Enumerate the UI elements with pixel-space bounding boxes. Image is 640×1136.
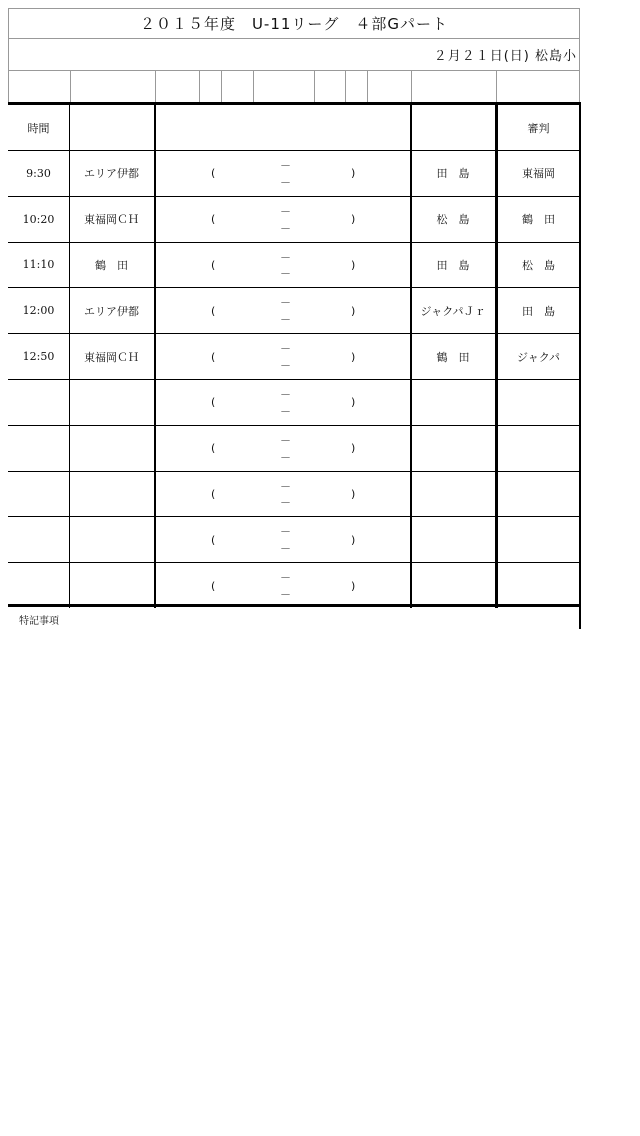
score-cell (155, 334, 412, 379)
match-time: 12:50 (8, 334, 70, 379)
score-cell (155, 426, 412, 471)
score-dash-second-half: － (280, 404, 291, 418)
match-time: 12:00 (8, 288, 70, 333)
table-row (8, 288, 579, 334)
match-referee (498, 563, 579, 608)
table-row (8, 426, 579, 472)
notes-row (8, 607, 581, 629)
score-dash-second-half: － (280, 267, 291, 281)
divider (411, 71, 412, 102)
match-team: エリア伊都 (69, 151, 156, 196)
date-venue: ２月２１日(日) 松島小 (8, 39, 580, 71)
divider (345, 71, 346, 102)
score-dash-first-half: － (280, 479, 291, 493)
score-open-paren: ( (211, 487, 216, 501)
match-time: 10:20 (8, 197, 70, 242)
match-team (69, 426, 156, 471)
score-dash-first-half: － (280, 388, 291, 401)
score-close-paren: ) (351, 533, 356, 547)
table-row (8, 197, 579, 243)
match-venue (411, 563, 498, 608)
time-header: 時間 (8, 105, 70, 150)
match-referee (498, 426, 579, 471)
score-open-paren: ( (211, 441, 216, 455)
score-close-paren: ) (351, 487, 356, 501)
table-row (8, 151, 579, 197)
match-time: 9:30 (8, 151, 70, 196)
divider (496, 71, 497, 102)
match-time (8, 426, 70, 471)
match-referee (498, 380, 579, 425)
divider (314, 71, 315, 102)
referee-header: 審判 (527, 121, 550, 135)
match-referee (498, 472, 579, 517)
score-dash-second-half: － (280, 542, 291, 556)
score-close-paren: ) (351, 304, 356, 318)
match-referee: ジャクパ (516, 350, 561, 364)
table-row (8, 334, 579, 380)
table-row (8, 380, 579, 426)
score-dash-second-half: － (280, 496, 291, 510)
score-cell (155, 563, 412, 608)
match-time (8, 563, 70, 608)
match-venue: 松 島 (411, 197, 498, 242)
match-team (69, 517, 156, 562)
match-team (69, 563, 156, 608)
match-venue: ジャクパＪｒ (411, 288, 498, 333)
divider (70, 71, 71, 102)
score-dash-first-half: － (280, 571, 291, 585)
table-row (8, 243, 579, 289)
table-row (8, 563, 579, 608)
score-open-paren: ( (211, 304, 216, 318)
score-dash-first-half: － (280, 204, 291, 218)
score-open-paren: ( (211, 212, 216, 226)
score-close-paren: ) (351, 441, 356, 455)
score-cell (155, 517, 412, 562)
divider (221, 71, 222, 102)
score-header (155, 105, 412, 150)
score-cell (155, 151, 412, 196)
table-row (8, 472, 579, 518)
match-venue (411, 380, 498, 425)
score-open-paren: ( (211, 533, 216, 547)
match-team: 東福岡ＣＨ (69, 334, 156, 379)
score-dash-second-half: － (280, 313, 291, 327)
divider (253, 71, 254, 102)
match-referee: 鶴 田 (522, 213, 555, 227)
match-venue: 田 島 (411, 151, 498, 196)
score-open-paren: ( (211, 579, 216, 593)
score-close-paren: ) (351, 350, 356, 364)
score-dash-second-half: － (280, 358, 291, 372)
score-dash-first-half: － (280, 250, 291, 264)
score-dash-second-half: － (280, 587, 291, 601)
match-venue: 鶴 田 (411, 334, 498, 379)
match-team: エリア伊都 (69, 288, 156, 333)
sheet-title: ２０１５年度 U-11リーグ ４部Gパート (8, 8, 580, 39)
score-dash-first-half: － (280, 159, 291, 172)
score-cell (155, 288, 412, 333)
score-dash-first-half: － (280, 342, 291, 356)
match-team: 東福岡ＣＨ (69, 197, 156, 242)
score-open-paren: ( (211, 166, 216, 180)
score-close-paren: ) (351, 579, 356, 593)
score-dash-first-half: － (280, 296, 291, 310)
match-time (8, 380, 70, 425)
match-table (8, 102, 581, 607)
score-open-paren: ( (211, 258, 216, 272)
match-referee (498, 517, 579, 562)
match-venue (411, 472, 498, 517)
table-row (8, 517, 579, 563)
match-referee: 田 島 (522, 304, 555, 318)
match-team: 鶴 田 (69, 243, 156, 288)
score-dash-second-half: － (280, 450, 291, 464)
score-close-paren: ) (351, 166, 356, 180)
match-venue (411, 517, 498, 562)
divider (367, 71, 368, 102)
blank-header-row (8, 71, 580, 102)
team-header (69, 105, 156, 150)
score-dash-first-half: － (280, 525, 291, 539)
score-open-paren: ( (211, 395, 216, 409)
match-time (8, 517, 70, 562)
match-team (69, 472, 156, 517)
match-referee: 松 島 (522, 258, 555, 272)
score-close-paren: ) (351, 395, 356, 409)
match-time: 11:10 (8, 243, 70, 288)
score-dash-second-half: － (280, 175, 291, 189)
score-cell (155, 380, 412, 425)
match-referee: 東福岡 (522, 167, 555, 181)
score-cell (155, 197, 412, 242)
score-open-paren: ( (211, 350, 216, 364)
score-dash-second-half: － (280, 221, 291, 235)
divider (155, 71, 156, 102)
score-dash-first-half: － (280, 433, 291, 447)
match-time (8, 472, 70, 517)
table-header-row (8, 105, 579, 151)
score-cell (155, 243, 412, 288)
notes-label: 特記事項 (19, 616, 59, 627)
divider (199, 71, 200, 102)
match-venue (411, 426, 498, 471)
score-cell (155, 472, 412, 517)
score-close-paren: ) (351, 258, 356, 272)
match-venue: 田 島 (411, 243, 498, 288)
venue-header (411, 105, 498, 150)
score-close-paren: ) (351, 212, 356, 226)
match-team (69, 380, 156, 425)
